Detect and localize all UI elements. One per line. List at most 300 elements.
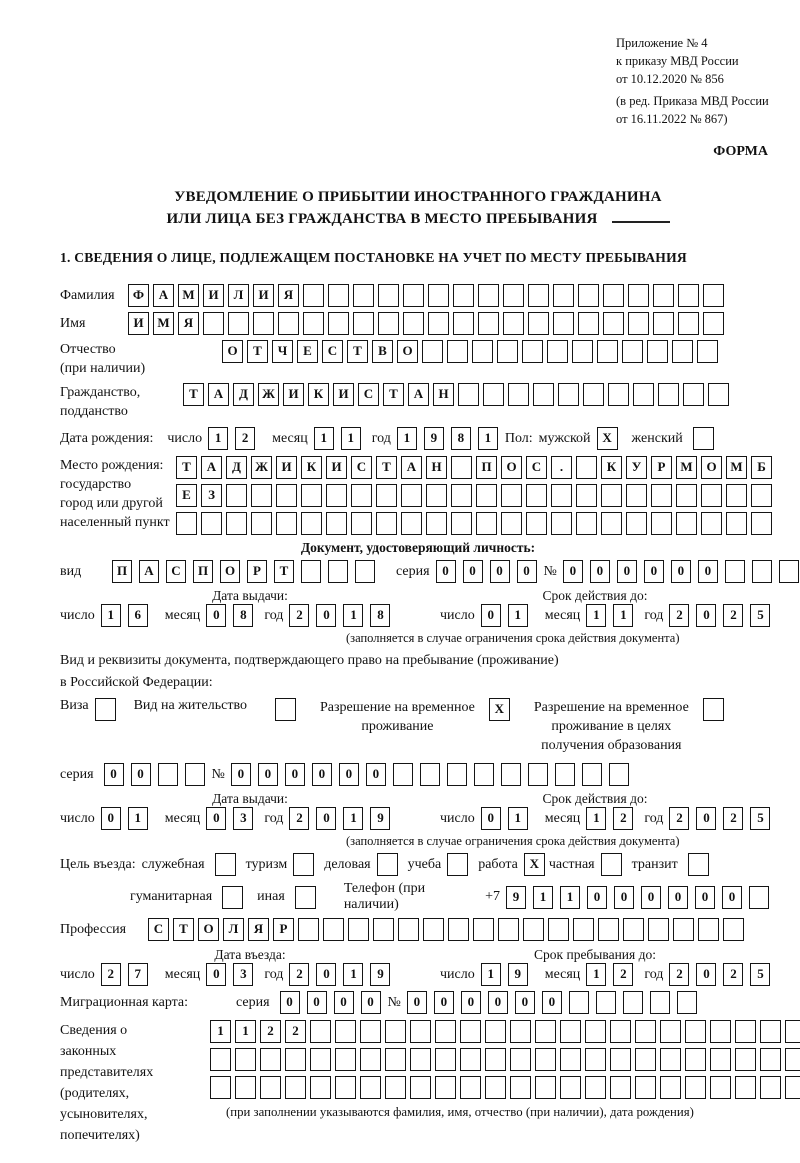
char-box[interactable] xyxy=(460,1020,481,1043)
char-box[interactable] xyxy=(626,512,647,535)
char-box[interactable]: 1 xyxy=(101,604,121,627)
char-box[interactable]: 2 xyxy=(289,963,309,986)
char-box[interactable] xyxy=(528,312,549,335)
char-box[interactable] xyxy=(503,312,524,335)
char-box[interactable]: Р xyxy=(651,456,672,479)
char-box[interactable] xyxy=(703,312,724,335)
char-box[interactable] xyxy=(310,1020,331,1043)
char-box[interactable]: Ж xyxy=(258,383,279,406)
char-box[interactable]: 8 xyxy=(233,604,253,627)
expiry-month-input[interactable] xyxy=(586,604,640,627)
char-box[interactable] xyxy=(522,340,543,363)
char-box[interactable]: 1 xyxy=(586,963,606,986)
char-box[interactable]: 7 xyxy=(128,963,148,986)
char-box[interactable]: 8 xyxy=(451,427,471,450)
char-box[interactable] xyxy=(583,383,604,406)
char-box[interactable]: 0 xyxy=(617,560,637,583)
char-box[interactable]: 1 xyxy=(343,807,363,830)
char-box[interactable] xyxy=(458,383,479,406)
purpose-private-checkbox[interactable] xyxy=(601,853,622,876)
char-box[interactable]: 2 xyxy=(669,807,689,830)
temp-permit-checkbox[interactable]: X xyxy=(489,698,510,721)
char-box[interactable]: 6 xyxy=(128,604,148,627)
char-box[interactable] xyxy=(585,1020,606,1043)
char-box[interactable] xyxy=(710,1020,731,1043)
char-box[interactable] xyxy=(476,484,497,507)
char-box[interactable] xyxy=(476,512,497,535)
char-box[interactable] xyxy=(360,1076,381,1099)
char-box[interactable]: 0 xyxy=(316,604,336,627)
char-box[interactable] xyxy=(596,991,616,1014)
residence-issue-year-input[interactable] xyxy=(289,807,397,830)
stay-year-input[interactable] xyxy=(669,963,777,986)
char-box[interactable]: 0 xyxy=(481,807,501,830)
char-box[interactable] xyxy=(435,1048,456,1071)
char-box[interactable]: 1 xyxy=(613,604,633,627)
char-box[interactable] xyxy=(585,1048,606,1071)
char-box[interactable] xyxy=(710,1076,731,1099)
char-box[interactable] xyxy=(410,1076,431,1099)
char-box[interactable]: 0 xyxy=(614,886,634,909)
char-box[interactable]: М xyxy=(178,284,199,307)
birth-place-line2-input[interactable] xyxy=(176,484,776,507)
char-box[interactable] xyxy=(678,284,699,307)
char-box[interactable] xyxy=(725,560,745,583)
char-box[interactable] xyxy=(158,763,178,786)
char-box[interactable] xyxy=(401,484,422,507)
char-box[interactable] xyxy=(385,1076,406,1099)
char-box[interactable] xyxy=(701,512,722,535)
char-box[interactable] xyxy=(448,918,469,941)
char-box[interactable] xyxy=(353,284,374,307)
char-box[interactable] xyxy=(647,340,668,363)
char-box[interactable] xyxy=(653,284,674,307)
stay-month-input[interactable] xyxy=(586,963,640,986)
char-box[interactable] xyxy=(726,484,747,507)
char-box[interactable]: 0 xyxy=(587,886,607,909)
char-box[interactable] xyxy=(422,340,443,363)
char-box[interactable] xyxy=(210,1048,231,1071)
char-box[interactable]: 0 xyxy=(280,991,300,1014)
purpose-work-checkbox[interactable]: X xyxy=(524,853,545,876)
birth-month-input[interactable] xyxy=(314,427,368,450)
char-box[interactable] xyxy=(285,1076,306,1099)
char-box[interactable]: 0 xyxy=(696,963,716,986)
char-box[interactable] xyxy=(547,340,568,363)
char-box[interactable] xyxy=(609,763,629,786)
char-box[interactable]: С xyxy=(351,456,372,479)
migration-number-input[interactable] xyxy=(407,991,704,1014)
char-box[interactable]: Б xyxy=(751,456,772,479)
char-box[interactable] xyxy=(760,1048,781,1071)
char-box[interactable] xyxy=(751,484,772,507)
char-box[interactable] xyxy=(497,340,518,363)
char-box[interactable] xyxy=(573,918,594,941)
char-box[interactable] xyxy=(498,918,519,941)
char-box[interactable] xyxy=(608,383,629,406)
char-box[interactable] xyxy=(510,1020,531,1043)
char-box[interactable] xyxy=(226,512,247,535)
char-box[interactable] xyxy=(610,1048,631,1071)
char-box[interactable] xyxy=(485,1076,506,1099)
residence-permit-checkbox[interactable] xyxy=(275,698,296,721)
char-box[interactable]: С xyxy=(322,340,343,363)
purpose-transit-checkbox[interactable] xyxy=(688,853,709,876)
char-box[interactable] xyxy=(360,1020,381,1043)
char-box[interactable]: 0 xyxy=(258,763,278,786)
residence-series-input[interactable] xyxy=(104,763,212,786)
char-box[interactable] xyxy=(628,284,649,307)
char-box[interactable]: 2 xyxy=(285,1020,306,1043)
char-box[interactable] xyxy=(276,512,297,535)
char-box[interactable] xyxy=(303,312,324,335)
char-box[interactable] xyxy=(210,1076,231,1099)
char-box[interactable] xyxy=(635,1048,656,1071)
char-box[interactable] xyxy=(428,284,449,307)
char-box[interactable] xyxy=(548,918,569,941)
char-box[interactable] xyxy=(251,512,272,535)
char-box[interactable]: 0 xyxy=(339,763,359,786)
char-box[interactable] xyxy=(385,1048,406,1071)
char-box[interactable] xyxy=(310,1076,331,1099)
char-box[interactable]: О xyxy=(222,340,243,363)
char-box[interactable] xyxy=(523,918,544,941)
char-box[interactable]: 2 xyxy=(613,963,633,986)
char-box[interactable]: 5 xyxy=(750,963,770,986)
char-box[interactable] xyxy=(553,312,574,335)
char-box[interactable]: И xyxy=(253,284,274,307)
char-box[interactable] xyxy=(278,312,299,335)
purpose-tourism-checkbox[interactable] xyxy=(293,853,314,876)
char-box[interactable] xyxy=(576,512,597,535)
char-box[interactable] xyxy=(779,560,799,583)
char-box[interactable] xyxy=(398,918,419,941)
char-box[interactable] xyxy=(226,484,247,507)
char-box[interactable] xyxy=(633,383,654,406)
char-box[interactable] xyxy=(598,918,619,941)
char-box[interactable]: 0 xyxy=(316,963,336,986)
char-box[interactable] xyxy=(301,560,321,583)
char-box[interactable] xyxy=(326,484,347,507)
representatives-line3-input[interactable] xyxy=(210,1076,800,1099)
sex-female-checkbox[interactable] xyxy=(693,427,714,450)
char-box[interactable]: 0 xyxy=(366,763,386,786)
char-box[interactable]: К xyxy=(301,456,322,479)
char-box[interactable] xyxy=(510,1076,531,1099)
char-box[interactable] xyxy=(485,1048,506,1071)
char-box[interactable] xyxy=(328,284,349,307)
char-box[interactable] xyxy=(533,383,554,406)
char-box[interactable] xyxy=(326,512,347,535)
temp-permit-edu-checkbox[interactable] xyxy=(703,698,724,721)
char-box[interactable] xyxy=(676,512,697,535)
char-box[interactable]: 0 xyxy=(461,991,481,1014)
char-box[interactable] xyxy=(752,560,772,583)
char-box[interactable] xyxy=(260,1076,281,1099)
char-box[interactable] xyxy=(447,340,468,363)
char-box[interactable]: 1 xyxy=(128,807,148,830)
char-box[interactable]: С xyxy=(526,456,547,479)
char-box[interactable] xyxy=(528,284,549,307)
char-box[interactable] xyxy=(672,340,693,363)
char-box[interactable] xyxy=(385,1020,406,1043)
char-box[interactable]: 0 xyxy=(434,991,454,1014)
char-box[interactable]: 1 xyxy=(397,427,417,450)
char-box[interactable] xyxy=(569,991,589,1014)
char-box[interactable] xyxy=(610,1020,631,1043)
char-box[interactable]: Р xyxy=(247,560,267,583)
char-box[interactable] xyxy=(501,763,521,786)
char-box[interactable]: Т xyxy=(376,456,397,479)
char-box[interactable] xyxy=(697,340,718,363)
residence-expiry-year-input[interactable] xyxy=(669,807,777,830)
char-box[interactable]: П xyxy=(193,560,213,583)
representatives-line1-input[interactable] xyxy=(210,1020,800,1043)
char-box[interactable]: 0 xyxy=(517,560,537,583)
char-box[interactable] xyxy=(558,383,579,406)
char-box[interactable]: Ч xyxy=(272,340,293,363)
birth-year-input[interactable] xyxy=(397,427,505,450)
char-box[interactable] xyxy=(578,312,599,335)
char-box[interactable] xyxy=(376,484,397,507)
char-box[interactable] xyxy=(410,1048,431,1071)
char-box[interactable] xyxy=(360,1048,381,1071)
char-box[interactable] xyxy=(626,484,647,507)
char-box[interactable] xyxy=(460,1048,481,1071)
char-box[interactable]: Т xyxy=(347,340,368,363)
char-box[interactable]: 0 xyxy=(481,604,501,627)
char-box[interactable]: 2 xyxy=(669,604,689,627)
char-box[interactable] xyxy=(560,1048,581,1071)
char-box[interactable]: 1 xyxy=(560,886,580,909)
char-box[interactable]: 0 xyxy=(490,560,510,583)
char-box[interactable] xyxy=(451,512,472,535)
char-box[interactable] xyxy=(451,484,472,507)
char-box[interactable]: 2 xyxy=(101,963,121,986)
doc-series-input[interactable] xyxy=(436,560,544,583)
char-box[interactable]: . xyxy=(551,456,572,479)
char-box[interactable]: А xyxy=(139,560,159,583)
char-box[interactable] xyxy=(251,484,272,507)
char-box[interactable]: П xyxy=(112,560,132,583)
char-box[interactable]: 0 xyxy=(307,991,327,1014)
char-box[interactable] xyxy=(401,512,422,535)
char-box[interactable] xyxy=(623,991,643,1014)
char-box[interactable]: Т xyxy=(247,340,268,363)
char-box[interactable] xyxy=(653,312,674,335)
char-box[interactable] xyxy=(351,484,372,507)
char-box[interactable] xyxy=(528,763,548,786)
char-box[interactable]: Т xyxy=(274,560,294,583)
char-box[interactable] xyxy=(428,312,449,335)
char-box[interactable] xyxy=(683,383,704,406)
patronymic-input[interactable] xyxy=(222,340,722,363)
residence-number-input[interactable] xyxy=(231,763,636,786)
char-box[interactable]: 2 xyxy=(723,604,743,627)
char-box[interactable]: О xyxy=(701,456,722,479)
char-box[interactable] xyxy=(676,484,697,507)
char-box[interactable] xyxy=(474,763,494,786)
char-box[interactable]: 1 xyxy=(508,604,528,627)
char-box[interactable] xyxy=(420,763,440,786)
char-box[interactable]: 3 xyxy=(233,963,253,986)
char-box[interactable]: Е xyxy=(176,484,197,507)
char-box[interactable] xyxy=(585,1076,606,1099)
char-box[interactable]: 2 xyxy=(723,963,743,986)
char-box[interactable]: Т xyxy=(183,383,204,406)
char-box[interactable] xyxy=(410,1020,431,1043)
char-box[interactable] xyxy=(228,312,249,335)
char-box[interactable] xyxy=(685,1020,706,1043)
char-box[interactable] xyxy=(501,484,522,507)
char-box[interactable] xyxy=(535,1020,556,1043)
char-box[interactable]: М xyxy=(153,312,174,335)
char-box[interactable]: Е xyxy=(297,340,318,363)
char-box[interactable] xyxy=(260,1048,281,1071)
char-box[interactable]: Л xyxy=(223,918,244,941)
char-box[interactable] xyxy=(560,1076,581,1099)
char-box[interactable] xyxy=(603,284,624,307)
birth-place-line1-input[interactable] xyxy=(176,456,776,479)
char-box[interactable]: 0 xyxy=(671,560,691,583)
char-box[interactable]: 2 xyxy=(235,427,255,450)
char-box[interactable]: 2 xyxy=(669,963,689,986)
char-box[interactable]: 2 xyxy=(289,807,309,830)
char-box[interactable]: З xyxy=(201,484,222,507)
char-box[interactable] xyxy=(677,991,697,1014)
char-box[interactable]: О xyxy=(198,918,219,941)
char-box[interactable] xyxy=(648,918,669,941)
char-box[interactable] xyxy=(501,512,522,535)
char-box[interactable] xyxy=(435,1020,456,1043)
char-box[interactable] xyxy=(285,1048,306,1071)
char-box[interactable]: 0 xyxy=(285,763,305,786)
char-box[interactable]: 0 xyxy=(131,763,151,786)
char-box[interactable]: А xyxy=(153,284,174,307)
char-box[interactable] xyxy=(526,512,547,535)
char-box[interactable] xyxy=(708,383,729,406)
char-box[interactable] xyxy=(673,918,694,941)
char-box[interactable] xyxy=(535,1076,556,1099)
char-box[interactable] xyxy=(351,512,372,535)
char-box[interactable]: И xyxy=(283,383,304,406)
char-box[interactable]: Д xyxy=(226,456,247,479)
name-input[interactable] xyxy=(128,312,728,335)
char-box[interactable]: 1 xyxy=(343,604,363,627)
purpose-official-checkbox[interactable] xyxy=(215,853,236,876)
char-box[interactable]: 1 xyxy=(208,427,228,450)
char-box[interactable]: О xyxy=(501,456,522,479)
char-box[interactable]: И xyxy=(326,456,347,479)
char-box[interactable] xyxy=(572,340,593,363)
char-box[interactable]: 9 xyxy=(506,886,526,909)
char-box[interactable] xyxy=(685,1048,706,1071)
char-box[interactable] xyxy=(760,1076,781,1099)
char-box[interactable]: 1 xyxy=(235,1020,256,1043)
char-box[interactable]: Т xyxy=(173,918,194,941)
issue-year-input[interactable] xyxy=(289,604,397,627)
migration-series-input[interactable] xyxy=(280,991,388,1014)
char-box[interactable] xyxy=(403,284,424,307)
char-box[interactable] xyxy=(526,484,547,507)
char-box[interactable]: 0 xyxy=(722,886,742,909)
char-box[interactable] xyxy=(622,340,643,363)
char-box[interactable]: 0 xyxy=(361,991,381,1014)
char-box[interactable] xyxy=(503,284,524,307)
citizenship-input[interactable] xyxy=(183,383,733,406)
char-box[interactable] xyxy=(373,918,394,941)
char-box[interactable]: К xyxy=(601,456,622,479)
char-box[interactable] xyxy=(660,1020,681,1043)
char-box[interactable] xyxy=(785,1020,800,1043)
char-box[interactable] xyxy=(735,1076,756,1099)
char-box[interactable] xyxy=(597,340,618,363)
char-box[interactable] xyxy=(426,484,447,507)
purpose-study-checkbox[interactable] xyxy=(447,853,468,876)
stay-day-input[interactable] xyxy=(481,963,535,986)
entry-day-input[interactable] xyxy=(101,963,155,986)
char-box[interactable] xyxy=(635,1020,656,1043)
char-box[interactable] xyxy=(393,763,413,786)
char-box[interactable] xyxy=(478,284,499,307)
issue-day-input[interactable] xyxy=(101,604,155,627)
char-box[interactable] xyxy=(601,512,622,535)
char-box[interactable] xyxy=(298,918,319,941)
doc-number-input[interactable] xyxy=(563,560,800,583)
char-box[interactable] xyxy=(376,512,397,535)
char-box[interactable] xyxy=(553,284,574,307)
char-box[interactable] xyxy=(353,312,374,335)
char-box[interactable] xyxy=(551,512,572,535)
char-box[interactable]: О xyxy=(220,560,240,583)
char-box[interactable] xyxy=(176,512,197,535)
entry-month-input[interactable] xyxy=(206,963,260,986)
char-box[interactable] xyxy=(485,1020,506,1043)
char-box[interactable]: Я xyxy=(278,284,299,307)
char-box[interactable]: 8 xyxy=(370,604,390,627)
char-box[interactable] xyxy=(508,383,529,406)
char-box[interactable]: А xyxy=(201,456,222,479)
char-box[interactable]: 5 xyxy=(750,807,770,830)
char-box[interactable]: 0 xyxy=(206,807,226,830)
char-box[interactable] xyxy=(435,1076,456,1099)
char-box[interactable] xyxy=(423,918,444,941)
char-box[interactable]: Я xyxy=(178,312,199,335)
char-box[interactable]: 9 xyxy=(370,963,390,986)
char-box[interactable]: 0 xyxy=(206,963,226,986)
expiry-day-input[interactable] xyxy=(481,604,535,627)
char-box[interactable]: И xyxy=(203,284,224,307)
char-box[interactable] xyxy=(785,1076,800,1099)
char-box[interactable] xyxy=(303,284,324,307)
char-box[interactable]: 0 xyxy=(696,807,716,830)
char-box[interactable] xyxy=(735,1048,756,1071)
char-box[interactable] xyxy=(348,918,369,941)
char-box[interactable] xyxy=(623,918,644,941)
char-box[interactable]: 0 xyxy=(316,807,336,830)
char-box[interactable]: 9 xyxy=(370,807,390,830)
birth-place-line3-input[interactable] xyxy=(176,512,776,535)
char-box[interactable]: 1 xyxy=(481,963,501,986)
char-box[interactable] xyxy=(651,512,672,535)
sex-male-checkbox[interactable]: X xyxy=(597,427,618,450)
char-box[interactable]: Т xyxy=(176,456,197,479)
char-box[interactable]: 9 xyxy=(508,963,528,986)
char-box[interactable]: 2 xyxy=(723,807,743,830)
char-box[interactable]: 0 xyxy=(698,560,718,583)
char-box[interactable] xyxy=(451,456,472,479)
char-box[interactable] xyxy=(723,918,744,941)
